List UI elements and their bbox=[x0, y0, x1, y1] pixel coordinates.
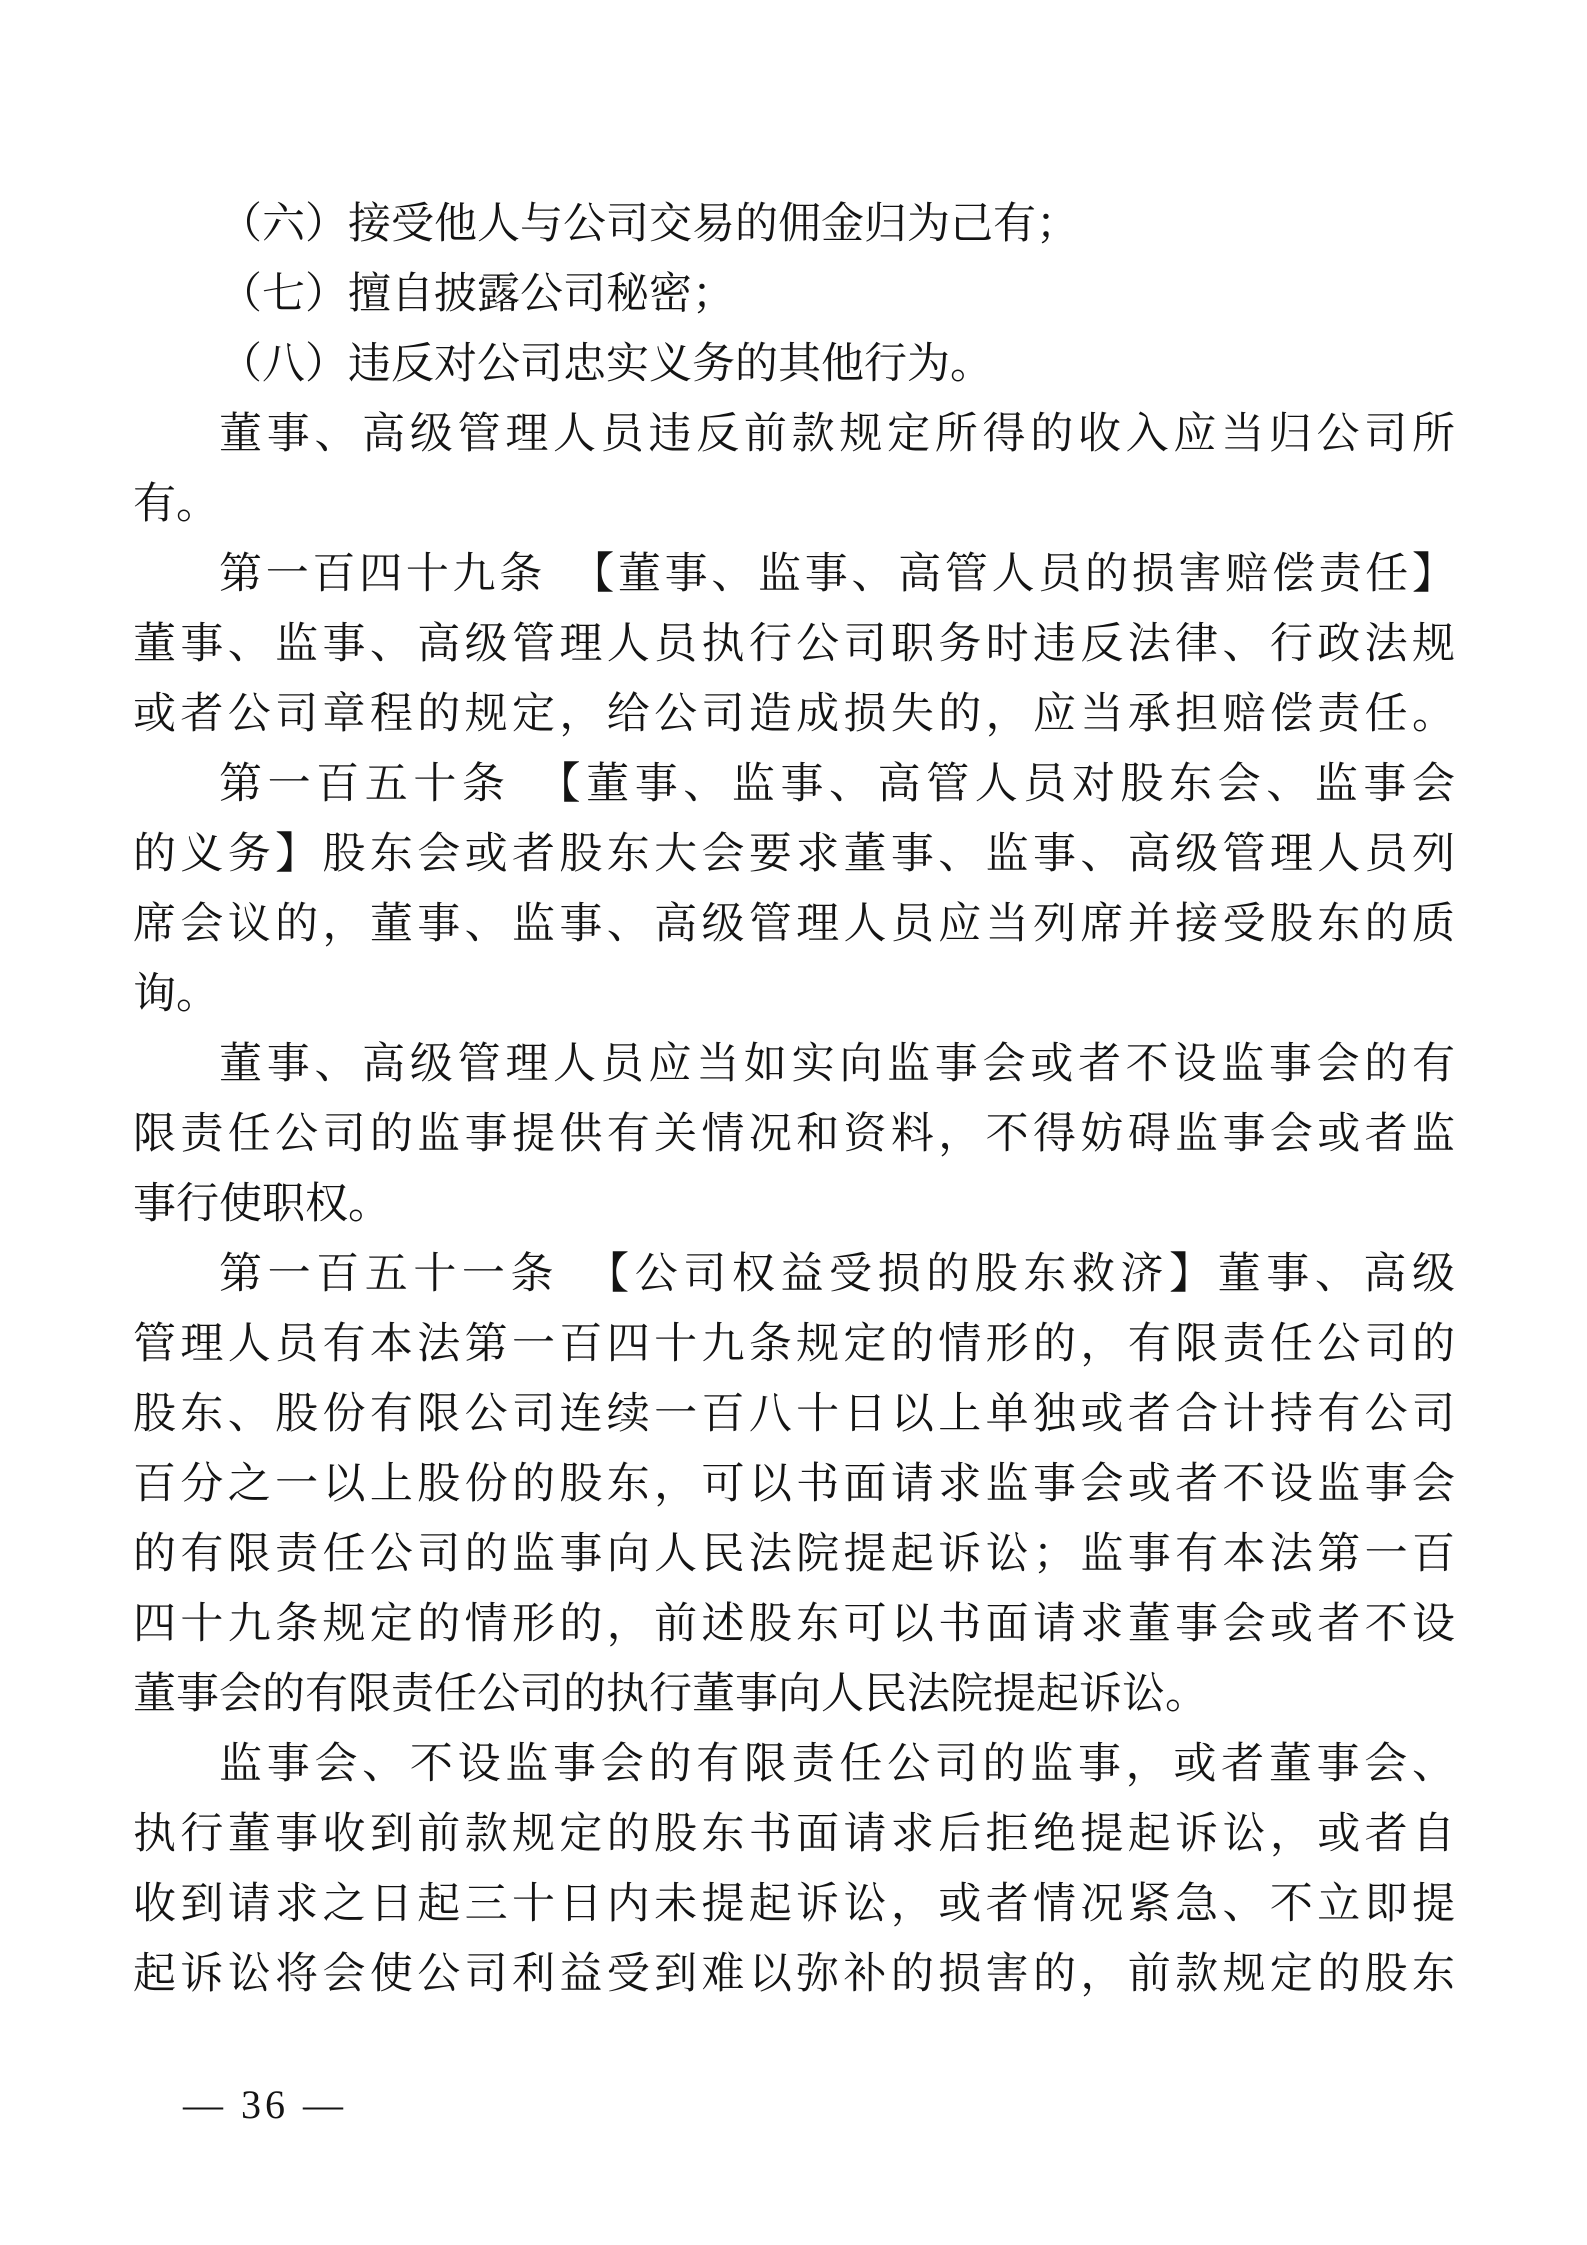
text-line: 执行董事收到前款规定的股东书面请求后拒绝提起诉讼，或者自 bbox=[133, 1811, 1455, 1858]
text-line: 百分之一以上股份的股东，可以书面请求监事会或者不设监事会 bbox=[133, 1461, 1455, 1508]
text-line: 董事、高级管理人员应当如实向监事会或者不设监事会的有 bbox=[219, 1041, 1455, 1088]
text-line: 的有限责任公司的监事向人民法院提起诉讼；监事有本法第一百 bbox=[133, 1531, 1455, 1578]
page-number: — 36 — bbox=[183, 2082, 347, 2127]
text-line: 或者公司章程的规定，给公司造成损失的，应当承担赔偿责任。 bbox=[133, 691, 1455, 738]
text-line: 四十九条规定的情形的，前述股东可以书面请求董事会或者不设 bbox=[133, 1601, 1455, 1648]
text-line: 管理人员有本法第一百四十九条规定的情形的，有限责任公司的 bbox=[133, 1321, 1455, 1368]
text-line: 事行使职权。 bbox=[133, 1181, 391, 1228]
text-line: 董事、高级管理人员违反前款规定所得的收入应当归公司所 bbox=[219, 411, 1455, 458]
text-line: 董事会的有限责任公司的执行董事向人民法院提起诉讼。 bbox=[133, 1671, 1208, 1718]
text-line: 第一百五十条 【董事、监事、高管人员对股东会、监事会 bbox=[219, 761, 1455, 808]
text-line: 第一百五十一条 【公司权益受损的股东救济】董事、高级 bbox=[219, 1251, 1455, 1298]
text-line: 起诉讼将会使公司利益受到难以弥补的损害的，前款规定的股东 bbox=[133, 1951, 1455, 1998]
text-line: 席会议的，董事、监事、高级管理人员应当列席并接受股东的质 bbox=[133, 901, 1455, 948]
text-line: 股东、股份有限公司连续一百八十日以上单独或者合计持有公司 bbox=[133, 1391, 1455, 1438]
document-body bbox=[133, 190, 1455, 2010]
text-line: （六）接受他人与公司交易的佣金归为己有； bbox=[219, 201, 1079, 248]
text-line: 第一百四十九条 【董事、监事、高管人员的损害赔偿责任】 bbox=[219, 551, 1455, 598]
text-line: 监事会、不设监事会的有限责任公司的监事，或者董事会、 bbox=[219, 1741, 1455, 1788]
text-line: 的义务】股东会或者股东大会要求董事、监事、高级管理人员列 bbox=[133, 831, 1455, 878]
text-line: 限责任公司的监事提供有关情况和资料，不得妨碍监事会或者监 bbox=[133, 1111, 1455, 1158]
text-line: （八）违反对公司忠实义务的其他行为。 bbox=[219, 341, 993, 388]
text-line: 董事、监事、高级管理人员执行公司职务时违反法律、行政法规 bbox=[133, 621, 1455, 668]
text-line: 询。 bbox=[133, 971, 219, 1018]
text-line: 有。 bbox=[133, 481, 219, 528]
text-line: 收到请求之日起三十日内未提起诉讼，或者情况紧急、不立即提 bbox=[133, 1881, 1455, 1928]
text-line: （七）擅自披露公司秘密； bbox=[219, 271, 735, 318]
